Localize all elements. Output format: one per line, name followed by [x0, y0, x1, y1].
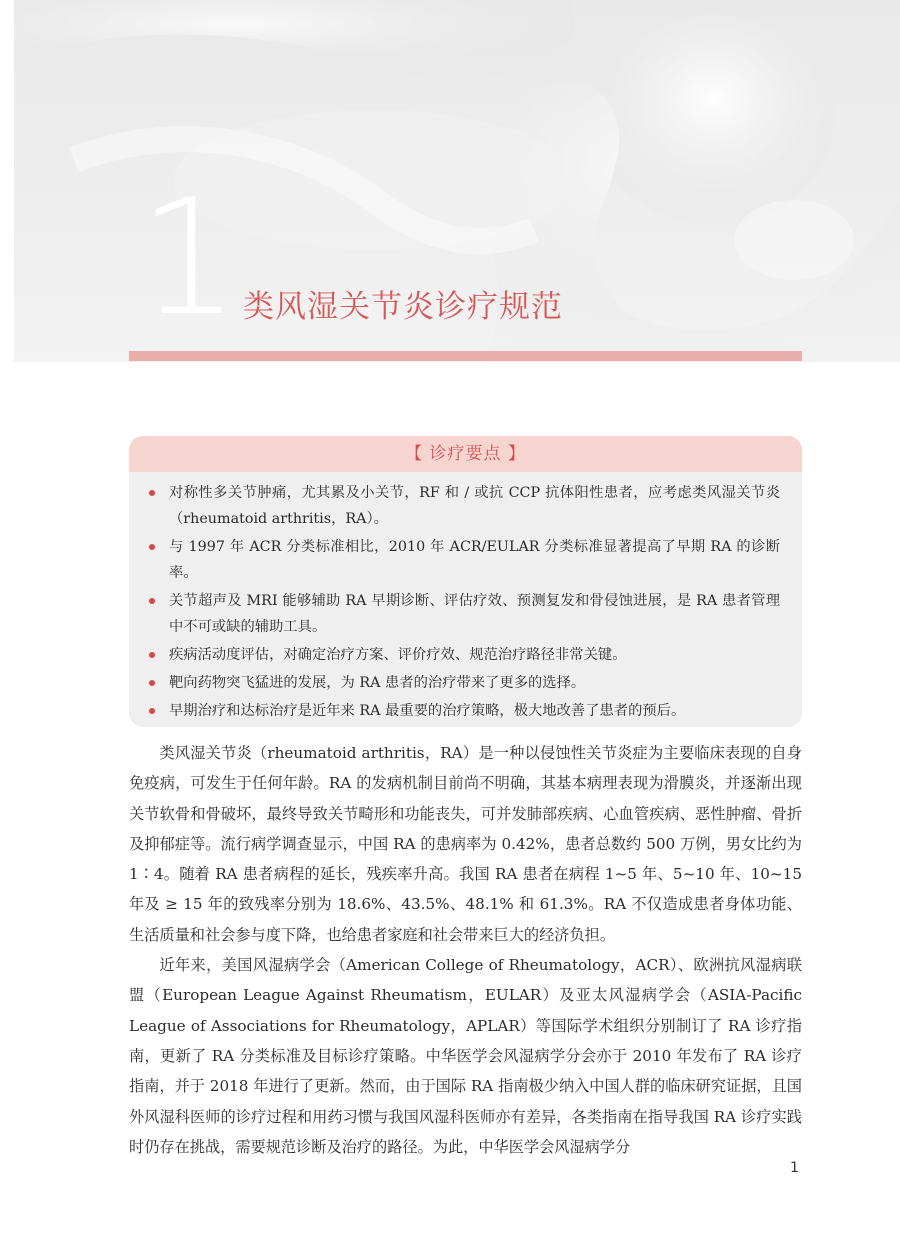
body-paragraph: 类风湿关节炎（rheumatoid arthritis，RA）是一种以侵蚀性关节炎症为主要临床表现的自身免疫病，可发生于任何年龄。RA 的发病机制目前尚不明确，其基本病理表现为滑膜炎，并逐渐出现关节软骨和骨破坏，最终导致关节畸形和功能丧失，可并发肺部疾病、心血管疾病、恶性肿瘤、骨折及抑郁症等。流行病学调查显示，中国 RA 的患病率为 0.42%，患者总数约 500 万例，男女比约为 1∶4。随着 RA 患者病程的延长，残疾率升高。我国 RA 患者在病程 1~5 年、5~10 年、10~15 年及 ≥ 15 年的致残率分别为 18.6%、43.5%、48.1% 和 61.3%。RA 不仅造成患者身体功能、生活质量和社会参与度下降，也给患者家庭和社会带来巨大的经济负担。: [129, 744, 802, 944]
page-number: 1: [790, 1160, 799, 1176]
key-points-list: [129, 472, 802, 724]
chapter-number: 1: [138, 164, 236, 351]
key-point-item: 关节超声及 MRI 能够辅助 RA 早期诊断、评估疗效、预测复发和骨侵蚀进展，是 RA 患者管理中不可或缺的辅助工具。: [169, 588, 780, 640]
key-point-item: 早期治疗和达标治疗是近年来 RA 最重要的治疗策略，极大地改善了患者的预后。: [169, 698, 780, 724]
key-point-item: 疾病活动度评估，对确定治疗方案、评价疗效、规范治疗路径非常关键。: [169, 642, 780, 668]
key-point-item: 与 1997 年 ACR 分类标准相比，2010 年 ACR/EULAR 分类标准显著提高了早期 RA 的诊断率。: [169, 534, 780, 586]
body-text: [129, 738, 802, 1162]
key-points-heading: 【 诊疗要点 】: [129, 436, 802, 472]
key-point-item: 靶向药物突飞猛进的发展，为 RA 患者的治疗带来了更多的选择。: [169, 670, 780, 696]
title-underline-bar: [129, 351, 802, 361]
body-paragraph: 近年来，美国风湿病学会（American College of Rheumatology，ACR）、欧洲抗风湿病联盟（European League Against Rheumatism，EULAR）及亚太风湿病学会（ASIA-Pacific League of Associations for Rheumatology，APLAR）等国际学术组织分别制订了 RA 诊疗指南，更新了 RA 分类标准及目标诊疗策略。中华医学会风湿病学分会亦于 2010 年发布了 RA 诊疗指南，并于 2018 年进行了更新。然而，由于国际 RA 指南极少纳入中国人群的临床研究证据，且国外风湿科医师的诊疗过程和用药习惯与我国风湿科医师亦有差异，各类指南在指导我国 RA 诊疗实践时仍存在挑战，需要规范诊断及治疗的路径。为此，中华医学会风湿病学分: [129, 956, 802, 1156]
key-points-box: [129, 436, 802, 727]
key-point-item: 对称性多关节肿痛，尤其累及小关节，RF 和 / 或抗 CCP 抗体阳性患者，应考虑类风湿关节炎（rheumatoid arthritis，RA）。: [169, 480, 780, 532]
chapter-title: 类风湿关节炎诊疗规范: [243, 289, 563, 325]
